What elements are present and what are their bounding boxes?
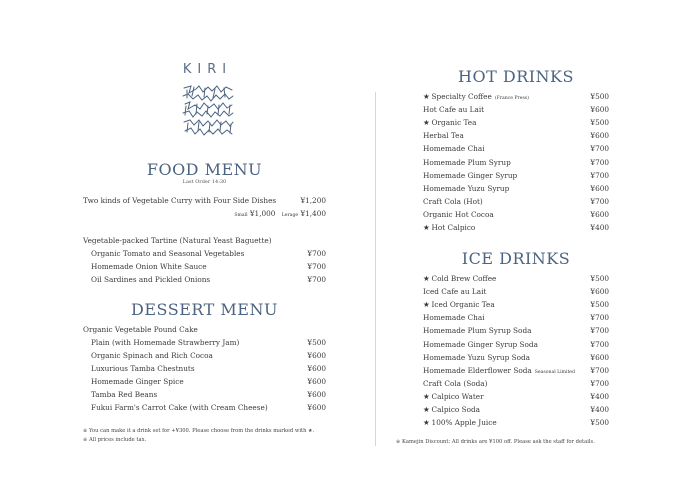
item-label: Plain (with Homemade Strawberry Jam) bbox=[91, 338, 240, 347]
hot-drinks-title: HOT DRINKS bbox=[458, 67, 574, 86]
menu-item bbox=[83, 248, 326, 260]
drink-name: Homemade Yuzu Syrup bbox=[423, 183, 510, 193]
curry-price: ¥1,200 bbox=[300, 196, 326, 205]
drink-price: ¥600 bbox=[590, 131, 609, 141]
drink-name: Organic Tea bbox=[431, 118, 477, 128]
drink-label bbox=[423, 222, 475, 234]
drink-row bbox=[423, 404, 609, 416]
menu-item bbox=[83, 274, 326, 286]
drink-label bbox=[423, 104, 484, 116]
item-label: Oil Sardines and Pickled Onions bbox=[91, 275, 211, 284]
drink-price: ¥400 bbox=[590, 405, 609, 414]
drink-price: ¥700 bbox=[590, 170, 609, 180]
drink-price: ¥600 bbox=[590, 183, 609, 193]
drink-row bbox=[423, 339, 609, 351]
item-price: ¥700 bbox=[307, 262, 326, 271]
drink-label bbox=[423, 365, 575, 379]
drink-price: ¥700 bbox=[590, 313, 609, 323]
drink-row bbox=[423, 325, 609, 337]
item-price: ¥600 bbox=[307, 390, 326, 399]
drink-price: ¥600 bbox=[590, 287, 609, 297]
drink-price: ¥500 bbox=[590, 300, 609, 310]
drink-name: Hot Cafe au Lait bbox=[423, 105, 485, 115]
drink-row bbox=[423, 157, 609, 169]
drink-price: ¥500 bbox=[590, 92, 609, 101]
drink-name: Homemade Ginger Syrup bbox=[423, 170, 518, 180]
drink-price: ¥700 bbox=[590, 339, 609, 349]
tax-note: ※ All prices include tax. bbox=[83, 437, 147, 443]
tartine-heading-label: Vegetable-packed Tartine (Natural Yeast Baguette) bbox=[83, 236, 272, 245]
brand-name: KIRI bbox=[182, 62, 233, 77]
drink-name: Iced Organic Tea bbox=[431, 300, 495, 310]
item-label: Luxurious Tamba Chestnuts bbox=[91, 364, 195, 373]
drink-label bbox=[423, 273, 496, 285]
drink-label bbox=[423, 339, 538, 351]
last-order-text: Last Order 14:30 bbox=[182, 179, 227, 185]
drink-price: ¥700 bbox=[590, 144, 609, 154]
drink-price: ¥400 bbox=[590, 391, 609, 401]
food-menu-title: FOOD MENU bbox=[146, 160, 263, 179]
large-label: Lerage bbox=[281, 213, 299, 218]
item-price: ¥600 bbox=[307, 377, 326, 386]
drink-label bbox=[423, 299, 495, 311]
drink-row bbox=[423, 117, 609, 129]
star-icon: ★ bbox=[423, 300, 430, 310]
drink-label bbox=[423, 378, 487, 390]
kamejin-note: ※ Kamejin Discount: All drinks are ¥100 off. Please ask the staff for details. bbox=[396, 439, 595, 445]
drink-row bbox=[423, 273, 609, 285]
drink-label bbox=[423, 183, 509, 195]
large-price: ¥1,400 bbox=[300, 209, 326, 218]
drink-name: Specialty Coffee bbox=[431, 92, 492, 101]
drink-name: Cold Brew Coffee bbox=[431, 274, 497, 283]
kiri-logo-icon bbox=[181, 84, 235, 138]
drink-name: Homemade Ginger Syrup Soda bbox=[423, 339, 538, 349]
menu-item bbox=[83, 350, 326, 362]
drink-price: ¥600 bbox=[590, 105, 609, 115]
tartine-heading bbox=[83, 235, 326, 247]
drink-label bbox=[423, 130, 464, 142]
drink-row bbox=[423, 417, 609, 429]
drink-row bbox=[423, 196, 609, 208]
drink-price: ¥700 bbox=[590, 157, 609, 167]
curry-label: Two kinds of Vegetable Curry with Four Side Dishes bbox=[83, 196, 277, 205]
star-icon: ★ bbox=[423, 418, 430, 428]
menu-item bbox=[83, 376, 326, 388]
drink-name: Iced Cafe au Lait bbox=[423, 287, 487, 297]
drink-price: ¥700 bbox=[590, 326, 609, 336]
drink-tag: Seasonal Limited bbox=[534, 369, 575, 375]
drink-name: Homemade Elderflower Soda bbox=[423, 365, 532, 375]
drink-label bbox=[423, 209, 494, 221]
menu-item bbox=[83, 402, 326, 414]
drink-row bbox=[423, 130, 609, 142]
item-price: ¥700 bbox=[307, 275, 326, 284]
drink-name: Homemade Chai bbox=[423, 144, 485, 154]
drink-row bbox=[423, 209, 609, 221]
item-label: Organic Tomato and Seasonal Vegetables bbox=[91, 249, 245, 258]
drink-label bbox=[423, 325, 531, 337]
small-price: ¥1,000 bbox=[249, 209, 276, 218]
drink-label bbox=[423, 286, 486, 298]
drink-label bbox=[423, 391, 484, 403]
drink-price: ¥700 bbox=[590, 378, 609, 388]
drink-name: Hot Calpico bbox=[431, 223, 476, 232]
item-label: Tamba Red Beans bbox=[91, 390, 158, 399]
drink-name: Craft Cola (Hot) bbox=[423, 196, 483, 206]
drink-name: Calpico Water bbox=[431, 391, 484, 401]
drink-name: 100% Apple Juice bbox=[431, 418, 497, 428]
drink-label bbox=[423, 157, 511, 169]
drink-name: Homemade Plum Syrup bbox=[423, 157, 511, 167]
drink-row bbox=[423, 365, 609, 377]
drink-row bbox=[423, 183, 609, 195]
star-icon: ★ bbox=[423, 223, 430, 232]
drink-name: Homemade Yuzu Syrup Soda bbox=[423, 352, 531, 362]
drink-row bbox=[423, 312, 609, 324]
drink-set-note: ※ You can make it a drink set for +¥300. Please choose from the drinks marked with ★. bbox=[83, 428, 315, 434]
drink-row bbox=[423, 104, 609, 116]
menu-item bbox=[83, 337, 326, 349]
curry-row bbox=[83, 195, 326, 207]
item-price: ¥700 bbox=[307, 249, 326, 258]
drink-price: ¥600 bbox=[590, 352, 609, 362]
column-divider bbox=[375, 92, 376, 446]
item-label: Organic Spinach and Rich Cocoa bbox=[91, 351, 213, 360]
drink-price: ¥500 bbox=[590, 274, 609, 283]
star-icon: ★ bbox=[423, 92, 430, 101]
item-label: Homemade Onion White Sauce bbox=[91, 262, 207, 271]
drink-row bbox=[423, 222, 609, 234]
item-price: ¥600 bbox=[307, 351, 326, 360]
small-label: Small bbox=[234, 213, 248, 218]
dessert-menu-title: DESSERT MENU bbox=[131, 300, 278, 319]
drink-label bbox=[423, 91, 529, 105]
drink-label bbox=[423, 143, 485, 155]
ice-drinks-title: ICE DRINKS bbox=[461, 249, 571, 268]
drink-price: ¥500 bbox=[590, 118, 609, 128]
star-icon: ★ bbox=[423, 405, 430, 414]
star-icon: ★ bbox=[423, 391, 430, 401]
star-icon: ★ bbox=[423, 118, 430, 128]
drink-name: Homemade Chai bbox=[423, 313, 485, 323]
item-price: ¥600 bbox=[307, 403, 326, 412]
drink-price: ¥400 bbox=[590, 223, 609, 232]
drink-row bbox=[423, 378, 609, 390]
drink-name: Calpico Soda bbox=[431, 405, 481, 414]
menu-item bbox=[83, 261, 326, 273]
item-price: ¥500 bbox=[307, 338, 326, 347]
pound-cake-label: Organic Vegetable Pound Cake bbox=[83, 325, 198, 334]
drink-name: Herbal Tea bbox=[423, 131, 464, 141]
drink-label bbox=[423, 417, 497, 429]
item-price: ¥600 bbox=[307, 364, 326, 373]
drink-name: Organic Hot Cocoa bbox=[423, 209, 494, 219]
drink-name: Craft Cola (Soda) bbox=[423, 378, 488, 388]
menu-item bbox=[83, 389, 326, 401]
drink-label bbox=[423, 352, 530, 364]
drink-row bbox=[423, 391, 609, 403]
drink-price: ¥600 bbox=[590, 209, 609, 219]
drink-row bbox=[423, 299, 609, 311]
drink-price: ¥700 bbox=[590, 196, 609, 206]
drink-label bbox=[423, 404, 480, 416]
drink-row bbox=[423, 170, 609, 182]
drink-row bbox=[423, 352, 609, 364]
curry-sizes bbox=[83, 208, 326, 220]
drink-name: Homemade Plum Syrup Soda bbox=[423, 326, 532, 336]
item-label: Homemade Ginger Spice bbox=[91, 377, 184, 386]
drink-price: ¥700 bbox=[590, 365, 609, 375]
drink-tag: (France Press) bbox=[494, 96, 529, 101]
pound-cake-heading bbox=[83, 324, 326, 336]
drink-label bbox=[423, 312, 485, 324]
menu-item bbox=[83, 363, 326, 375]
drink-row bbox=[423, 286, 609, 298]
item-label: Fukui Farm's Carrot Cake (with Cream Cheese) bbox=[91, 403, 268, 412]
drink-row bbox=[423, 91, 609, 103]
drink-label bbox=[423, 196, 483, 208]
drink-row bbox=[423, 143, 609, 155]
drink-label bbox=[423, 170, 517, 182]
drink-label bbox=[423, 117, 476, 129]
drink-price: ¥500 bbox=[590, 418, 609, 428]
star-icon: ★ bbox=[423, 274, 430, 283]
